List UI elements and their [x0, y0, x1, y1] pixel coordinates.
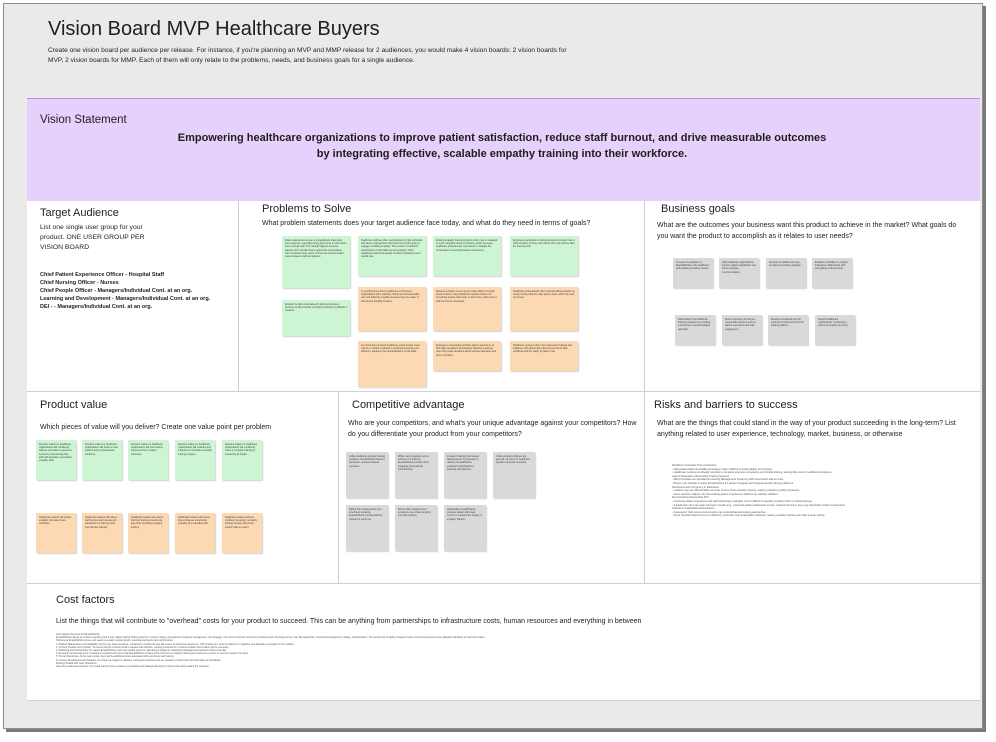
risk-line: Perceived Lack of Urgency or Relevance: [672, 485, 719, 489]
section-prompt: What problem statements does your target audience face today, and what do they need in terms of goals?: [262, 220, 591, 227]
cost-line: Moving Forward with Lean Operations:: [56, 661, 98, 665]
goal-sticky-note[interactable]: Show customers and buyers measurable improvements in patient experience and staff engagement.: [722, 315, 762, 345]
section-prompt: What are the things that could stand in the way of your product succeeding in the long-term? List anything related to user experience, technology, market, business, or otherwise: [657, 420, 956, 438]
value-sticky-note[interactable]: Decision makers in healthcare organizations will embrace and integrate an innovative empathy training program.: [175, 440, 215, 480]
risk-line: Cultural & Organizational Resistance: [672, 507, 715, 511]
cost-line: 1. Platform Maintenance and Scalability: As the user base increases, investment in scaling the app will ensure an improved experience. This includes any costs for platform or upgrades and hardware necessary for the solution.: [56, 642, 295, 646]
risk-line: - Improving patient experience and staff well-being is valuable, but it's difficult to quantify empathy's ROI in clinical settings.: [672, 499, 813, 503]
target-audience-section[interactable]: [27, 201, 239, 392]
audience-line: Chief Patient Experience Officer - Hospital Staff: [40, 272, 165, 278]
cost-line: Given the small team structure, it's crucial that the focus remains on innovation and strategic planning to control costs while scaling the company.: [56, 665, 210, 669]
audience-list: [40, 271, 235, 311]
risk-line: Lack of Integration with Existing Training Systems: [672, 474, 730, 478]
section-title: Cost factors: [56, 594, 115, 606]
cost-line: 3. Marketing and Partnerships: To expand EmpathWorks reach and market presence, allocating a budget for marketing campaigns and outreach will be essential.: [56, 649, 227, 653]
section-prompt: Who are your competitors, and what's your unique advantage against your competitors? How do you differentiate your product from your competitors?: [348, 420, 637, 438]
risk-line: - Some decision makers may feel existing patient experience initiatives are already sufficient.: [672, 492, 779, 496]
value-sticky-note[interactable]: Decision makers in healthcare organizations will foster a more resilient and compassionate workforce.: [82, 440, 122, 480]
risk-line: - Some hospital cultures focus on efficiency, protocols, and measurable outcomes, making empathy training seem like a lower priority.: [672, 514, 826, 518]
vision-statement-text[interactable]: Empowering healthcare organizations to improve patient satisfaction, reduce staff burnout, and drive measurable outcomes by integrating effective, scalable empathy training into their workforce.: [177, 132, 827, 160]
vision-statement-label: Vision Statement: [40, 114, 127, 126]
business-goals-section[interactable]: [645, 201, 980, 392]
risk-line: - Many hospitals use specialized Learning Management Systems (LMS) that restrict add-on tools.: [672, 478, 784, 482]
board-title: Vision Board MVP Healthcare Buyers: [48, 18, 380, 40]
cost-line: 2. Content Creation and Curation: To ensure that the content remains relevant and effective, ongoing investments in content creation and curation will be necessary.: [56, 645, 230, 649]
section-title: Competitive advantage: [352, 399, 465, 411]
risk-line: - Leaders may see 'Mental Skills' as lower in terms than empathy training, making it harder to justify investment.: [672, 489, 800, 493]
cost-factors-section[interactable]: [27, 584, 980, 701]
problem-sticky-note[interactable]: Because empathy is seen as an innate ability or a basic human instinct, many healthcare workers believe it's something people either have or don't have, rather than a skill that can be developed.: [433, 287, 501, 331]
audience-line: Chief People Officer - Managers/Individual Cont. at an org.: [40, 288, 193, 294]
value-sticky-note[interactable]: Healthcare leaders will reduce staff burnout and increase job satisfaction by offering quick and effective training.: [82, 513, 122, 553]
value-sticky-note[interactable]: Healthcare leaders will embed empathy into patient care workflows.: [36, 513, 76, 553]
competitive-advantage-section[interactable]: [339, 392, 645, 584]
risk-line: - If leadership can't see clear short-term results (e.g., improved patient satisfaction scores, reduced turnover), they may deprioritize further investments.: [672, 503, 846, 507]
risk-line: - Buyers may hesitate to adopt EmpathWorks if it doesn't integrate with hospital-specific training platforms.: [672, 481, 794, 485]
cost-line: 4. Research and Development: Investing in research will ensure that EmpathWorks remains at the forefront of empathy training and continues to evolve to meet the needs of its users.: [56, 652, 249, 656]
risk-line: Workforce Constraint Time Constraints: [672, 464, 717, 467]
section-prompt: What are the outcomes your business want this product to achieve in the market? What goals do you want the product to accomplish as it relates to user needs?: [657, 222, 957, 240]
problem-sticky-note[interactable]: Employees participate in training programs to learn how to build empathy, but they often fail to put it into practice after the training ends.: [510, 236, 578, 276]
section-title: Problems to Solve: [262, 203, 352, 215]
advantage-sticky-note[interactable]: Unlike programs that are too general, we focus on healthcare-specific real-world scenarios.: [493, 452, 535, 498]
product-value-section[interactable]: [27, 392, 339, 584]
value-sticky-note[interactable]: Healthcare leaders will ensure that employees understand empathy as a learnable skill.: [175, 513, 215, 553]
goal-sticky-note[interactable]: Support healthcare organizations in fostering a culture of empathy and trust.: [815, 315, 855, 345]
section-title: Risks and barriers to success: [654, 399, 798, 411]
risk-line: - Fast-paced, high-stress environments may resist behavioral training approaches.: [672, 510, 767, 514]
cost-line: Humans as EmpathWorks grows, and seeks to sustain medical growth, potential overhead costs might include:: [56, 639, 174, 643]
advantage-sticky-note[interactable]: Instead of training that creates defensiveness by focusing on 'deficits', EmpathWorks empowers participants by fostering self-reflection.: [444, 452, 486, 498]
risks-section[interactable]: [645, 392, 980, 584]
problem-sticky-note[interactable]: In performance-focused healthcare environments, there may be a cultural emphasis on technical expertise and efficiency, leading to the marginalization of soft skills.: [358, 341, 426, 387]
goal-sticky-note[interactable]: Establish credibility in empathy training by collaborating with and getting endorsements.: [812, 258, 852, 288]
audience-line: DEI - - Managers/Individual Cont. at an org.: [40, 304, 153, 310]
goal-sticky-note[interactable]: Differentiate from traditional training programs by providing a structured, research-backed approach.: [675, 315, 715, 345]
goal-sticky-note[interactable]: Increase the adoption of EmpathWorks in the healthcare and wellness providers market.: [673, 258, 713, 288]
vision-statement-section[interactable]: [27, 98, 980, 203]
value-sticky-note[interactable]: Decision makers in healthcare organizations will confidently address low patient experience scores by empowering their staff with practical, measurable empathy skills.: [36, 440, 76, 480]
value-sticky-note[interactable]: Healthcare leaders will ensure that their training investments pay off by providing engaging training.: [128, 513, 168, 553]
value-sticky-note[interactable]: Decision makers in healthcare organizations will drive lasting improvements in patient outcomes.: [128, 440, 168, 480]
risk-line: - High patient loads and staffing shortages make it difficult to justify adding new training.: [672, 467, 773, 471]
cost-line: EmpathWorks intends to continue operating with a lean, skilled staff (including experts in content, design, development, business management, and strategy). The current structure minimizes overhead costs, focusing our key roles like leadership, commercial development, design, and illustration. The overall cost to highly competent team ensures that resources are allocated effectively to maximize impact.: [56, 636, 486, 640]
advantage-sticky-note[interactable]: Unlike traditional empathy training programs, EmpathWorks features interactive, research-backed exercises.: [346, 452, 388, 498]
problem-sticky-note[interactable]: Patient experience scores in a hospital are often lower than expected, especially during busy times or when there aren't enough staff. This usually happens because patients don't feel like they're getting the personalized care or attention they need, so there are communication issues between staff and patients.: [282, 236, 350, 288]
problem-sticky-note[interactable]: Healthcare staff are often overwhelmed by high workloads and stress, leaving them with limited time and energy to engage in building empathy. This results in insufficient development of soft skills such as empathy, which negatively impacts the quality of patient interactions and overall care.: [358, 236, 426, 276]
section-prompt: List one single user group for your product. ONE USER GROUP PER VISION BOARD: [40, 224, 145, 251]
cost-list: [56, 633, 736, 668]
board-subtitle: Create one vision board per audience per release. For instance, if you're planning an MVP and MMP release for 2 audiences, you would make 4 vision boards: 2 vision boards for MVP, 2 vision boards for MMP. Each of them will only relate to the problems, needs, and business goals for a single audience.: [48, 47, 567, 64]
risk-line: Demonstrating Measurable ROI: [672, 496, 709, 500]
goal-sticky-note[interactable]: Develop a scalable and easy-to-implement training program.: [766, 258, 806, 288]
cost-line: 5. Human Resources: As the team grows, there will be additional costs associated with recruitment and training.: [56, 655, 175, 659]
problem-sticky-note[interactable]: Healthcare professionals often misunderstand empathy as simply feeling what the other person feels, which can lead to burnout.: [510, 287, 578, 331]
audience-line: Learning and Development - Managers/Individual Cont. at an org.: [40, 296, 211, 302]
cost-line: Cost Factors Overview for EmpathWorks:: [56, 633, 100, 636]
risk-line: - Healthcare workers are already required to complete extensive compliance and clinical training, leaving little room for additional programs.: [672, 471, 832, 475]
section-prompt: List the things that will contribute to "overhead" costs for your product to succeed. This can be anything from partnerships to infrastructure costs, human resources and everything in between: [56, 618, 642, 625]
problems-section[interactable]: [239, 201, 645, 392]
cost-line: 6. Content Development and Updates: As content is created or updated, continuous improvements are needed to reflect both new information and feedback.: [56, 658, 222, 662]
risks-list: [672, 464, 927, 518]
problem-sticky-note[interactable]: Employees occasionally prioritize patient experience at both daily operations and strategic planning meetings, when they make decisions about resource allocation and policy formation.: [433, 341, 501, 371]
section-title: Product value: [40, 399, 108, 411]
vision-board-canvas: [3, 3, 983, 729]
section-title: Target Audience: [40, 207, 119, 219]
section-title: Business goals: [661, 203, 735, 215]
section-prompt: Which pieces of value will you deliver? Create one value point per problem: [40, 424, 272, 431]
audience-line: Chief Nursing Officer - Nurses: [40, 280, 119, 286]
advantage-sticky-note[interactable]: Additionally, EmpathWorks provides leaders with clear metrics to measure the impact of empathy training.: [444, 505, 486, 551]
value-sticky-note[interactable]: Healthcare leaders will feel confident investing in empathy training because they know exactly what to expect.: [222, 513, 262, 553]
problem-sticky-note[interactable]: Existing empathy training programs often rely on outdated or overly simplistic views of empathy, which can leave healthcare professionals unprepared to navigate the complexities of real-world patient interactions.: [433, 236, 501, 276]
advantage-sticky-note[interactable]: Where other programs feel temporary, we embed empathy into daily routines.: [395, 505, 437, 551]
goal-sticky-note[interactable]: Help healthcare organizations improve patient satisfaction and boost employee recommendation.: [719, 258, 759, 288]
problem-sticky-note[interactable]: Empathy is often undervalued in training structures because its direct impact on clinical outcomes is difficult to measure.: [282, 300, 350, 336]
problem-sticky-note[interactable]: In a performance-driven healthcare environment, organizations often prioritize clinical and technical skills over soft skills like empathy because they are easier to directly and tangibly measure.: [358, 287, 426, 331]
goal-sticky-note[interactable]: Develop a feedback loop for continuous improvement of the training platform.: [768, 315, 808, 345]
advantage-sticky-note[interactable]: Rather than using generic one-size-fits-all solutions, EmpathWorks provides tailored content for each role.: [346, 505, 388, 551]
value-sticky-note[interactable]: Decision makers in healthcare organizations will confidently invest in empathy training by measuring its impact.: [222, 440, 262, 480]
problem-sticky-note[interactable]: Healthcare systems often have fragmented training and initiatives, with efforts often disconnected from daily workflows and the reality of patient care.: [510, 341, 578, 371]
advantage-sticky-note[interactable]: While many programs rely on lectures or e-learning, EmpathWorks provides short, engaging, and practical microlearning.: [395, 452, 437, 498]
